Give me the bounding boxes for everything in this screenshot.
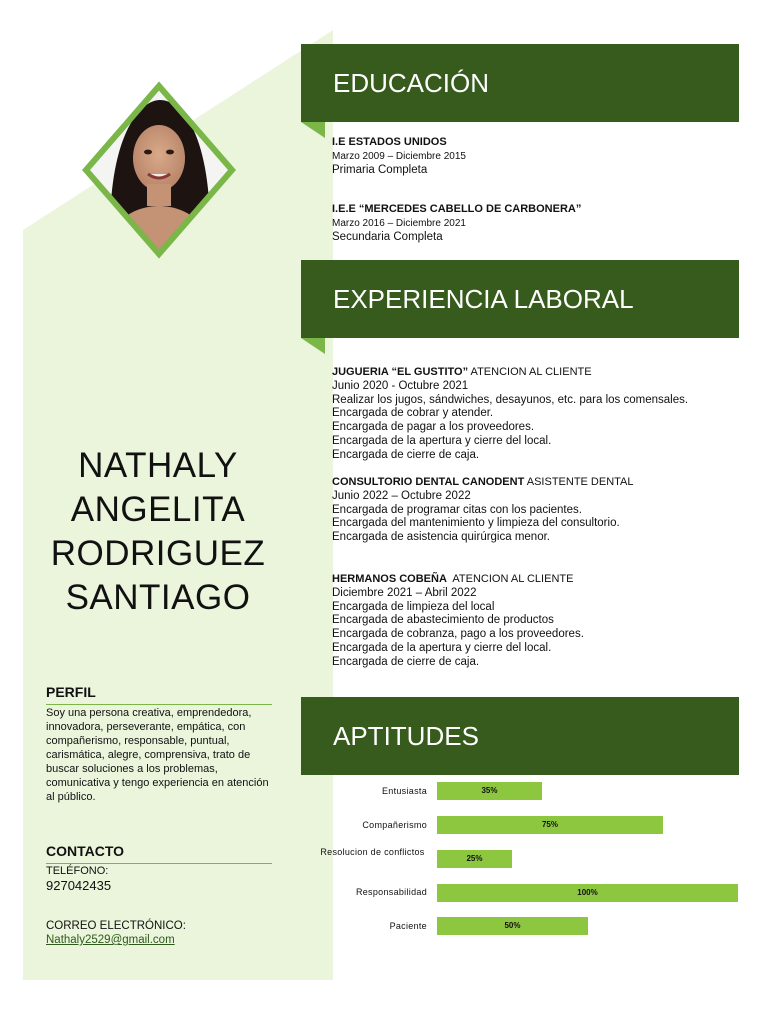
skill-percent: 35%: [481, 786, 498, 795]
skill-label: Paciente: [389, 921, 427, 931]
job-dates: Junio 2022 – Octubre 2022: [332, 489, 471, 502]
profile-heading: PERFIL: [46, 684, 96, 700]
email-label: CORREO ELECTRÓNICO:: [46, 920, 186, 932]
job-org: HERMANOS COBEÑA: [332, 573, 447, 585]
job-task: Encargada de cobranza, pago a los proveedores.: [332, 628, 584, 641]
skill-percent: 50%: [504, 921, 521, 930]
skill-bar: [437, 884, 738, 902]
job-task: Encargada de cobrar y atender.: [332, 407, 494, 420]
name-line: SANTIAGO: [65, 578, 251, 617]
name-line: RODRIGUEZ: [50, 534, 266, 573]
phone-value: 927042435: [46, 878, 112, 893]
job-task: Encargada de limpieza del local: [332, 600, 495, 613]
school-name: I.E ESTADOS UNIDOS: [332, 136, 447, 148]
skill-label: Responsabilidad: [355, 887, 427, 897]
job-dates: Diciembre 2021 – Abril 2022: [332, 586, 477, 599]
job-org: CONSULTORIO DENTAL CANODENT: [332, 476, 525, 488]
skill-label: Resolucion de conflictos: [320, 847, 425, 857]
skill-bar: [437, 917, 588, 935]
skill-percent: 100%: [577, 888, 598, 897]
school-dates: Marzo 2016 – Diciembre 2021: [332, 217, 466, 229]
school-level: Primaria Completa: [332, 163, 428, 176]
job-org: JUGUERIA “EL GUSTITO”: [332, 366, 469, 378]
job-task: Encargada de abastecimiento de productos: [332, 614, 554, 627]
school-level: Secundaria Completa: [332, 230, 443, 243]
school-name: I.E.E “MERCEDES CABELLO DE CARBONERA”: [332, 203, 582, 215]
education-header-tab: [301, 122, 325, 138]
education-title: EDUCACIÓN: [333, 68, 490, 98]
skill-bar: [437, 816, 663, 834]
experience-title: EXPERIENCIA LABORAL: [333, 284, 634, 314]
job-task: Encargada del mantenimiento y limpieza del consultorio.: [332, 517, 620, 530]
name-line: NATHALY: [78, 446, 238, 485]
job-task: Realizar los jugos, sándwiches, desayunos, etc. para los comensales.: [332, 393, 689, 406]
profile-divider: [46, 704, 272, 705]
job-task: Encargada de asistencia quirúrgica menor.: [332, 531, 550, 544]
name-line: ANGELITA: [70, 490, 246, 529]
skill-percent: 25%: [466, 854, 483, 863]
experience-header: [301, 260, 739, 338]
education-entry: [332, 203, 581, 244]
education-entry: [332, 136, 466, 177]
job-task: Encargada de programar citas con los pacientes.: [332, 503, 582, 516]
skills-header: [301, 697, 739, 775]
full-name: [24, 444, 292, 620]
skill-label: Entusiasta: [381, 786, 427, 796]
job-entry: [332, 573, 584, 670]
job-entry: [332, 476, 634, 545]
skill-label: Compañerismo: [362, 820, 427, 830]
job-task: Encargada de la apertura y cierre del local.: [332, 641, 552, 654]
profile-text: Soy una persona creativa, emprendedora, innovadora, perseverante, empática, con compañerismo, responsable, puntual, carismática, alegre, comprensiva, trato de buscar soluciones a los problemas, comunicativa y tengo experiencia en atención al público.: [46, 707, 269, 803]
contact-heading: CONTACTO: [46, 843, 125, 859]
contact-divider: [46, 863, 272, 864]
job-task: Encargada de pagar a los proveedores.: [332, 421, 535, 434]
email-link[interactable]: Nathaly2529@gmail.com: [46, 934, 175, 946]
school-dates: Marzo 2009 – Diciembre 2015: [332, 150, 466, 162]
job-task: Encargada de cierre de caja.: [332, 448, 480, 461]
job-task: Encargada de cierre de caja.: [332, 655, 480, 668]
phone-label: TELÉFONO:: [46, 865, 109, 877]
skill-bar: [437, 850, 512, 868]
job-role: ASISTENTE DENTAL: [524, 476, 634, 488]
skill-percent: 75%: [541, 820, 558, 829]
education-header: [301, 44, 739, 122]
job-task: Encargada de la apertura y cierre del local.: [332, 434, 552, 447]
job-dates: Junio 2020 - Octubre 2021: [332, 379, 469, 392]
skill-bar: [437, 782, 542, 800]
job-role: ATENCION AL CLIENTE: [468, 366, 592, 378]
skills-title: APTITUDES: [333, 721, 479, 751]
job-role: ATENCION AL CLIENTE: [446, 573, 574, 585]
experience-header-tab: [301, 338, 325, 354]
job-entry: [332, 366, 688, 463]
profile-photo: [80, 80, 238, 260]
